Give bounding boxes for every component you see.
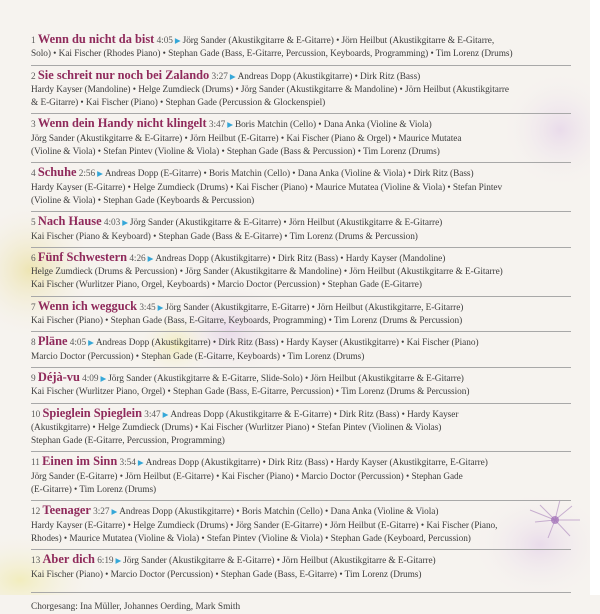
track-duration: 3:54 xyxy=(119,458,136,469)
track-header-line xyxy=(31,215,571,230)
play-triangle-icon: ▶ xyxy=(137,458,144,468)
tracklist xyxy=(31,32,571,614)
track-credits: Kai Fischer (Piano) • Stephan Gade (Bass, E-Gitarre, Keyboards, Programming) • Tim Lorenz (Drums & Percussion) xyxy=(31,316,463,327)
track-credits-line xyxy=(31,133,571,146)
track-entry xyxy=(31,367,571,400)
track-credits-line xyxy=(31,471,571,484)
track-credits: Jörg Sander (Akustikgitarre, E-Gitarre) • Jörn Heilbut (Akustikgitarre, E-Gitarre) xyxy=(165,302,464,313)
chorus-text: Chorgesang: Ina Müller, Johannes Oerding, Mark Smith xyxy=(31,601,241,612)
track-credits-line xyxy=(31,279,571,292)
track-credits-line xyxy=(31,520,571,533)
track-title: Pläne xyxy=(37,334,68,349)
track-credits: Andreas Dopp (Akustikgitarre) • Dirk Ritz (Bass) • Hardy Kayser (Akustikgitarre, E-Gitarre) xyxy=(145,458,488,469)
track-credits-line xyxy=(31,195,571,208)
track-credits: Andreas Dopp (Akustikgitarre) • Dirk Ritz (Bass) • Hardy Kayser (Mandoline) xyxy=(155,253,446,264)
track-duration: 3:45 xyxy=(139,302,156,313)
track-duration: 3:27 xyxy=(211,71,228,82)
track-credits: Jörg Sander (Akustikgitarre & E-Gitarre) • Jörn Heilbut (Akustikgitarre & E-Gitarre) xyxy=(129,218,443,229)
track-credits: (Violine & Viola) • Stephan Gade (Keyboards & Percussion) xyxy=(31,195,255,206)
track-credits: Hardy Kayser (Mandoline) • Helge Zumdieck (Drums) • Jörg Sander (Akustikgitarre & Mandoline) • Jörn Heilbut (Akustikgitarre xyxy=(31,84,509,95)
track-credits-line xyxy=(31,231,571,244)
play-triangle-icon: ▶ xyxy=(174,36,181,45)
track-entry xyxy=(31,500,571,546)
track-credits: Andreas Dopp (Akustikgitarre & E-Gitarre) • Dirk Ritz (Bass) • Hardy Kayser xyxy=(170,409,459,420)
track-header-line xyxy=(31,300,571,315)
track-duration: 4:03 xyxy=(103,218,121,229)
track-duration: 4:26 xyxy=(129,253,146,264)
track-credits-line xyxy=(31,386,571,399)
track-credits-line xyxy=(31,422,571,435)
track-duration: 3:47 xyxy=(208,120,226,131)
track-number: 5 xyxy=(31,218,36,229)
track-credits-line xyxy=(31,146,571,159)
track-credits: Kai Fischer (Wurlitzer Piano, Orgel, Keyboards) • Marcio Doctor (Percussion) • Stephan Gade (E-Gitarre) xyxy=(31,280,422,291)
track-header-line xyxy=(31,504,571,519)
track-title: Teenager xyxy=(42,503,91,518)
track-credits: Jörg Sander (Akustikgitarre & E-Gitarre, Slide-Solo) • Jörn Heilbut (Akustikgitarre & E-Gitarre) xyxy=(108,373,464,384)
track-duration: 4:09 xyxy=(82,373,99,384)
track-credits: Rhodes) • Maurice Mutatea (Violine & Viola) • Stefan Pintev (Violine & Viola) • Stephan Gade (Keyboard, Percussion) xyxy=(31,533,471,544)
track-credits: Hardy Kayser (E-Gitarre) • Helge Zumdieck (Drums) • Jörg Sander (E-Gitarre) • Jörn Heilbut (E-Gitarre) • Kai Fischer (Piano, xyxy=(31,520,498,531)
track-header-line xyxy=(31,117,571,132)
track-title: Nach Hause xyxy=(37,214,102,229)
track-title: Sie schreit nur noch bei Zalando xyxy=(37,67,210,82)
track-credits: Kai Fischer (Piano & Keyboard) • Stephan Gade (Bass & E-Gitarre) • Tim Lorenz (Drums & Percussion) xyxy=(31,231,418,242)
track-credits-line xyxy=(31,569,571,582)
track-credits: Andreas Dopp (Akustikgitarre) • Boris Matchin (Cello) • Dana Anka (Violine & Viola) xyxy=(119,507,439,518)
track-duration: 2:56 xyxy=(78,169,96,180)
track-header-line xyxy=(31,251,571,266)
track-header-line xyxy=(31,371,571,386)
play-triangle-icon: ▶ xyxy=(111,507,118,517)
play-triangle-icon: ▶ xyxy=(88,338,94,348)
play-triangle-icon: ▶ xyxy=(97,169,103,179)
play-triangle-icon: ▶ xyxy=(229,71,236,81)
track-number: 9 xyxy=(31,373,36,384)
track-title: Schuhe xyxy=(37,165,77,180)
track-title: Déjà-vu xyxy=(37,369,80,384)
track-header-line xyxy=(31,455,571,470)
track-credits: (Akustikgitarre) • Helge Zumdieck (Drums) • Kai Fischer (Wurlitzer Piano) • Stefan Pintev (Violinen & Violas) xyxy=(31,422,442,433)
chorus-credits xyxy=(31,592,571,614)
track-credits: Kai Fischer (Piano) • Marcio Doctor (Percussion) • Stephan Gade (Bass, E-Gitarre) • Tim Lorenz (Drums) xyxy=(31,569,422,580)
play-triangle-icon: ▶ xyxy=(162,409,169,419)
track-credits-line xyxy=(31,266,571,279)
track-number: 3 xyxy=(31,120,36,131)
track-credits: Jörg Sander (Akustikgitarre & E-Gitarre) • Jörn Heilbut (Akustikgitarre & E-Gitarre) xyxy=(123,556,436,567)
track-number: 7 xyxy=(31,302,36,313)
track-header-line xyxy=(31,335,571,350)
track-entry xyxy=(31,211,571,244)
track-duration: 3:27 xyxy=(93,507,110,518)
track-number: 6 xyxy=(31,253,36,264)
track-credits-line xyxy=(31,484,571,497)
track-title: Spieglein Spieglein xyxy=(42,405,142,420)
track-duration: 6:19 xyxy=(97,556,114,567)
track-credits: (E-Gitarre) • Tim Lorenz (Drums) xyxy=(31,485,157,496)
track-number: 10 xyxy=(31,409,41,420)
play-triangle-icon: ▶ xyxy=(122,218,128,228)
track-entry xyxy=(31,296,571,329)
track-number: 1 xyxy=(31,36,36,46)
track-credits: Helge Zumdieck (Drums & Percussion) • Jörg Sander (Akustikgitarre & Mandoline) • Jörn Heilbut (Akustikgitarre & E-Gitarre) xyxy=(31,267,503,278)
track-entry xyxy=(31,162,571,208)
track-header-line xyxy=(31,553,571,568)
track-credits: Andreas Dopp (Akustikgitarre) • Dirk Ritz (Bass) • Hardy Kayser (Akustikgitarre) • Kai Fischer (Piano) xyxy=(95,338,479,349)
track-credits: & E-Gitarre) • Kai Fischer (Piano) • Stephan Gade (Percussion & Glockenspiel) xyxy=(31,98,326,109)
play-triangle-icon: ▶ xyxy=(227,120,233,130)
track-number: 4 xyxy=(31,169,36,180)
track-credits: (Violine & Viola) • Stefan Pintev (Violine & Viola) • Stephan Gade (Bass & Percussion) • Tim Lorenz (Drums) xyxy=(31,147,440,158)
track-entry xyxy=(31,403,571,449)
track-number: 11 xyxy=(31,458,40,469)
track-credits: Jörg Sander (Akustikgitarre & E-Gitarre) • Jörn Heilbut (E-Gitarre) • Kai Fischer (Piano & Orgel) • Maurice Mutatea xyxy=(31,133,462,144)
track-credits-line xyxy=(31,97,571,110)
track-header-line xyxy=(31,33,571,48)
track-credits: Solo) • Kai Fischer (Rhodes Piano) • Stephan Gade (Bass, E-Gitarre, Percussion, Keyboards, Programming) • Tim Lorenz (Drums) xyxy=(31,49,513,60)
track-header-line xyxy=(31,407,571,422)
play-triangle-icon: ▶ xyxy=(115,556,122,566)
track-credits: Marcio Doctor (Percussion) • Stephan Gade (E-Gitarre, Keyboards) • Tim Lorenz (Drums) xyxy=(31,351,365,362)
track-header-line xyxy=(31,69,571,84)
track-header-line xyxy=(31,166,571,181)
track-title: Fünf Schwestern xyxy=(37,249,128,264)
track-entry xyxy=(31,331,571,364)
track-credits: Stephan Gade (E-Gitarre, Percussion, Programming) xyxy=(31,436,225,447)
track-entry xyxy=(31,113,571,159)
track-credits: Boris Matchin (Cello) • Dana Anka (Violine & Viola) xyxy=(234,120,432,131)
track-number: 2 xyxy=(31,71,36,82)
track-duration: 3:47 xyxy=(144,409,161,420)
track-number: 12 xyxy=(31,507,41,518)
track-duration: 4:05 xyxy=(69,338,87,349)
play-triangle-icon: ▶ xyxy=(100,373,107,383)
track-credits-line xyxy=(31,533,571,546)
track-entry xyxy=(31,451,571,497)
track-credits-line xyxy=(31,48,571,61)
track-credits: Jörg Sander (Akustikgitarre & E-Gitarre) • Jörn Heilbut (Akustikgitarre & E-Gitarre, xyxy=(182,36,495,46)
track-credits-line xyxy=(31,435,571,448)
track-credits-line xyxy=(31,315,571,328)
track-number: 13 xyxy=(31,556,41,567)
track-entry xyxy=(31,65,571,111)
play-triangle-icon: ▶ xyxy=(157,302,164,312)
track-number: 8 xyxy=(31,338,36,349)
track-credits: Hardy Kayser (E-Gitarre) • Helge Zumdieck (Drums) • Kai Fischer (Piano) • Maurice Mutatea (Violine & Viola) • Stefan Pintev xyxy=(31,182,503,193)
track-title: Wenn ich wegguck xyxy=(37,298,138,313)
play-triangle-icon: ▶ xyxy=(147,253,154,263)
track-duration: 4:05 xyxy=(156,36,173,46)
track-title: Wenn du nicht da bist xyxy=(37,32,155,46)
track-credits-line xyxy=(31,84,571,97)
track-entry xyxy=(31,549,571,582)
track-entry xyxy=(31,32,571,62)
track-title: Aber dich xyxy=(42,552,95,567)
track-title: Einen im Sinn xyxy=(42,454,118,469)
track-title: Wenn dein Handy nicht klingelt xyxy=(37,116,207,131)
track-credits: Andreas Dopp (Akustikgitarre) • Dirk Ritz (Bass) xyxy=(237,71,421,82)
track-entry xyxy=(31,247,571,293)
track-credits-line xyxy=(31,351,571,364)
track-credits-line xyxy=(31,182,571,195)
track-credits: Jörg Sander (E-Gitarre) • Jörn Heilbut (E-Gitarre) • Kai Fischer (Piano) • Marcio Doctor (Percussion) • Stephan Gade xyxy=(31,471,463,482)
track-credits: Andreas Dopp (E-Gitarre) • Boris Matchin (Cello) • Dana Anka (Violine & Viola) • Dirk Ritz (Bass) xyxy=(104,169,474,180)
track-credits: Kai Fischer (Wurlitzer Piano, Orgel) • Stephan Gade (Bass, E-Gitarre, Percussion) • Tim Lorenz (Drums & Percussion) xyxy=(31,387,470,398)
